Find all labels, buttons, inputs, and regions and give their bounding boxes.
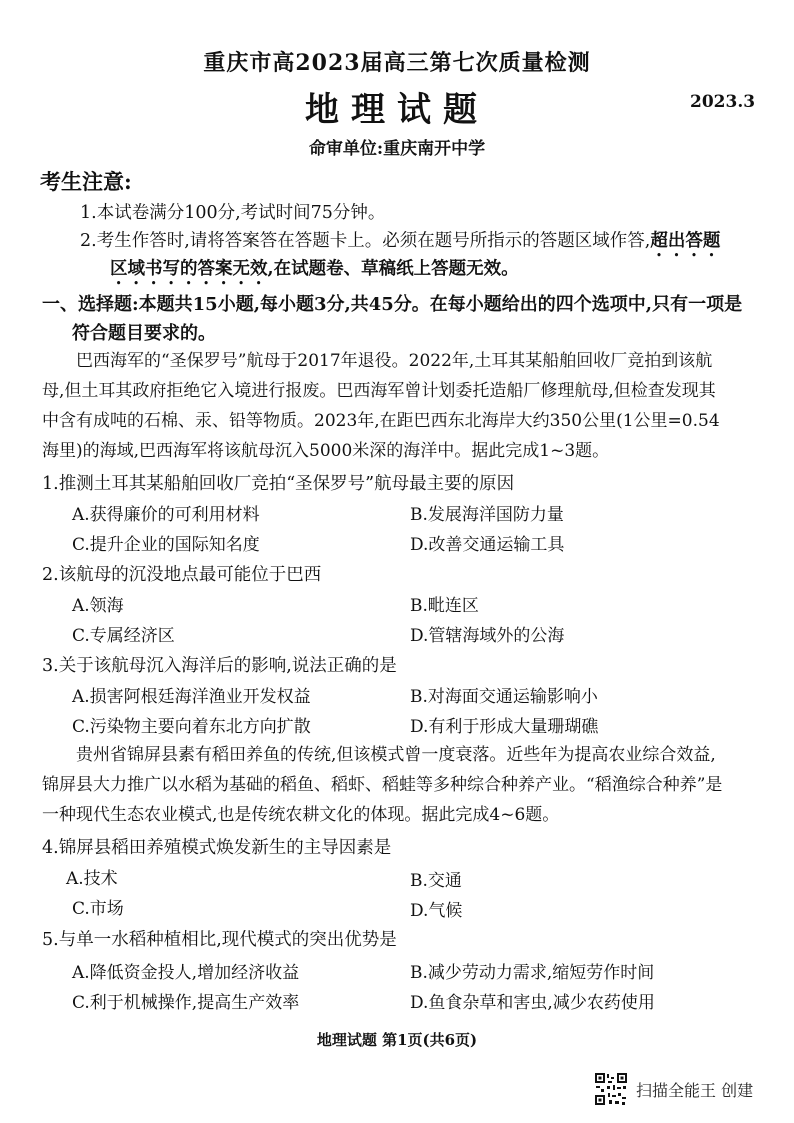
question-1-option-c: C.提升企业的国际知名度 [72, 535, 260, 555]
passage-2-line-2: 锦屏县大力推广以水稻为基础的稻鱼、稻虾、稻蛙等多种综合种养产业。“稻渔综合种养”是 [42, 775, 723, 795]
question-5-stem: 5.与单一水稻种植相比,现代模式的突出优势是 [42, 930, 397, 950]
question-2-option-a: A.领海 [72, 596, 124, 616]
question-4-stem: 4.锦屏县稻田养殖模式焕发新生的主导因素是 [42, 838, 392, 858]
passage-1-line-3: 中含有成吨的石棉、汞、铅等物质。2023年,在距巴西东北海岸大约350公里(1公里=0.54 [42, 411, 720, 431]
page-footer: 地理试题 第1页(共6页) [316, 1031, 478, 1049]
setter-unit: 命审单位:重庆南开中学 [308, 139, 486, 159]
notice-heading: 考生注意: [40, 169, 132, 194]
notice-item-2-emphasis-2: 区域书写的答案无效 [110, 259, 268, 279]
question-2-stem: 2.该航母的沉没地点最可能位于巴西 [42, 565, 322, 585]
question-3-option-c: C.污染物主要向着东北方向扩散 [72, 717, 311, 737]
passage-1-line-2: 母,但土耳其政府拒绝它入境进行报废。巴西海军曾计划委托造船厂修理航母,但检查发现其 [42, 381, 716, 401]
question-4-option-d: D.气候 [410, 901, 463, 921]
exam-title: 重庆市高2023届高三第七次质量检测 [203, 50, 591, 76]
notice-item-2-tail: ,在试题卷、草稿纸上答题无效。 [267, 259, 519, 279]
question-3-option-d: D.有利于形成大量珊瑚礁 [410, 717, 599, 737]
qr-code-icon [594, 1072, 628, 1106]
question-3-stem: 3.关于该航母沉入海洋后的影响,说法正确的是 [42, 656, 397, 676]
exam-date: 2023.3 [690, 92, 756, 112]
question-1-stem: 1.推测土耳其某船舶回收厂竞拍“圣保罗号”航母最主要的原因 [42, 474, 515, 494]
question-4-option-a: A.技术 [66, 869, 118, 889]
question-4-option-b: B.交通 [410, 871, 462, 891]
notice-item-2-line-2 [110, 254, 519, 289]
question-5-option-d: D.鱼食杂草和害虫,减少农药使用 [410, 993, 655, 1013]
passage-2-line-3: 一种现代生态农业模式,也是传统农耕文化的体现。据此完成4~6题。 [42, 805, 560, 825]
scanner-watermark [594, 1072, 753, 1106]
question-5-option-b: B.减少劳动力需求,缩短劳作时间 [410, 963, 655, 983]
question-4-option-c: C.市场 [72, 899, 124, 919]
question-3-option-b: B.对海面交通运输影响小 [410, 687, 598, 707]
section-1-instructions-2: 符合题目要求的。 [72, 323, 216, 344]
notice-item-2-text: 2.考生作答时,请将答案答在答题卡上。必须在题号所指示的答题区域作答, [80, 231, 651, 251]
question-2-option-d: D.管辖海域外的公海 [410, 626, 565, 646]
question-5-option-a: A.降低资金投人,增加经济收益 [72, 963, 300, 983]
scanner-watermark-text: 扫描全能王 创建 [636, 1080, 754, 1100]
question-1-option-a: A.获得廉价的可利用材料 [72, 505, 260, 525]
question-3-option-a: A.损害阿根廷海洋渔业开发权益 [72, 687, 311, 707]
question-2-option-b: B.毗连区 [410, 596, 479, 616]
subject-title: 地理试题 [305, 90, 489, 130]
question-1-option-d: D.改善交通运输工具 [410, 535, 565, 555]
passage-2-line-1: 贵州省锦屏县素有稻田养鱼的传统,但该模式曾一度衰落。近些年为提高农业综合效益, [76, 745, 716, 765]
question-1-option-b: B.发展海洋国防力量 [410, 505, 564, 525]
passage-1-line-4: 海里)的海域,巴西海军将该航母沉入5000米深的海洋中。据此完成1~3题。 [42, 441, 610, 461]
question-5-option-c: C.利于机械操作,提高生产效率 [72, 993, 300, 1013]
notice-item-2-emphasis: 超出答题 [650, 231, 721, 251]
passage-1-line-1: 巴西海军的“圣保罗号”航母于2017年退役。2022年,土耳其某船舶回收厂竞拍到该航 [76, 351, 713, 371]
section-1-instructions: 一、选择题:本题共15小题,每小题3分,共45分。在每小题给出的四个选项中,只有一项是 [42, 294, 743, 315]
notice-item-1: 1.本试卷满分100分,考试时间75分钟。 [80, 203, 386, 223]
question-2-option-c: C.专属经济区 [72, 626, 175, 646]
